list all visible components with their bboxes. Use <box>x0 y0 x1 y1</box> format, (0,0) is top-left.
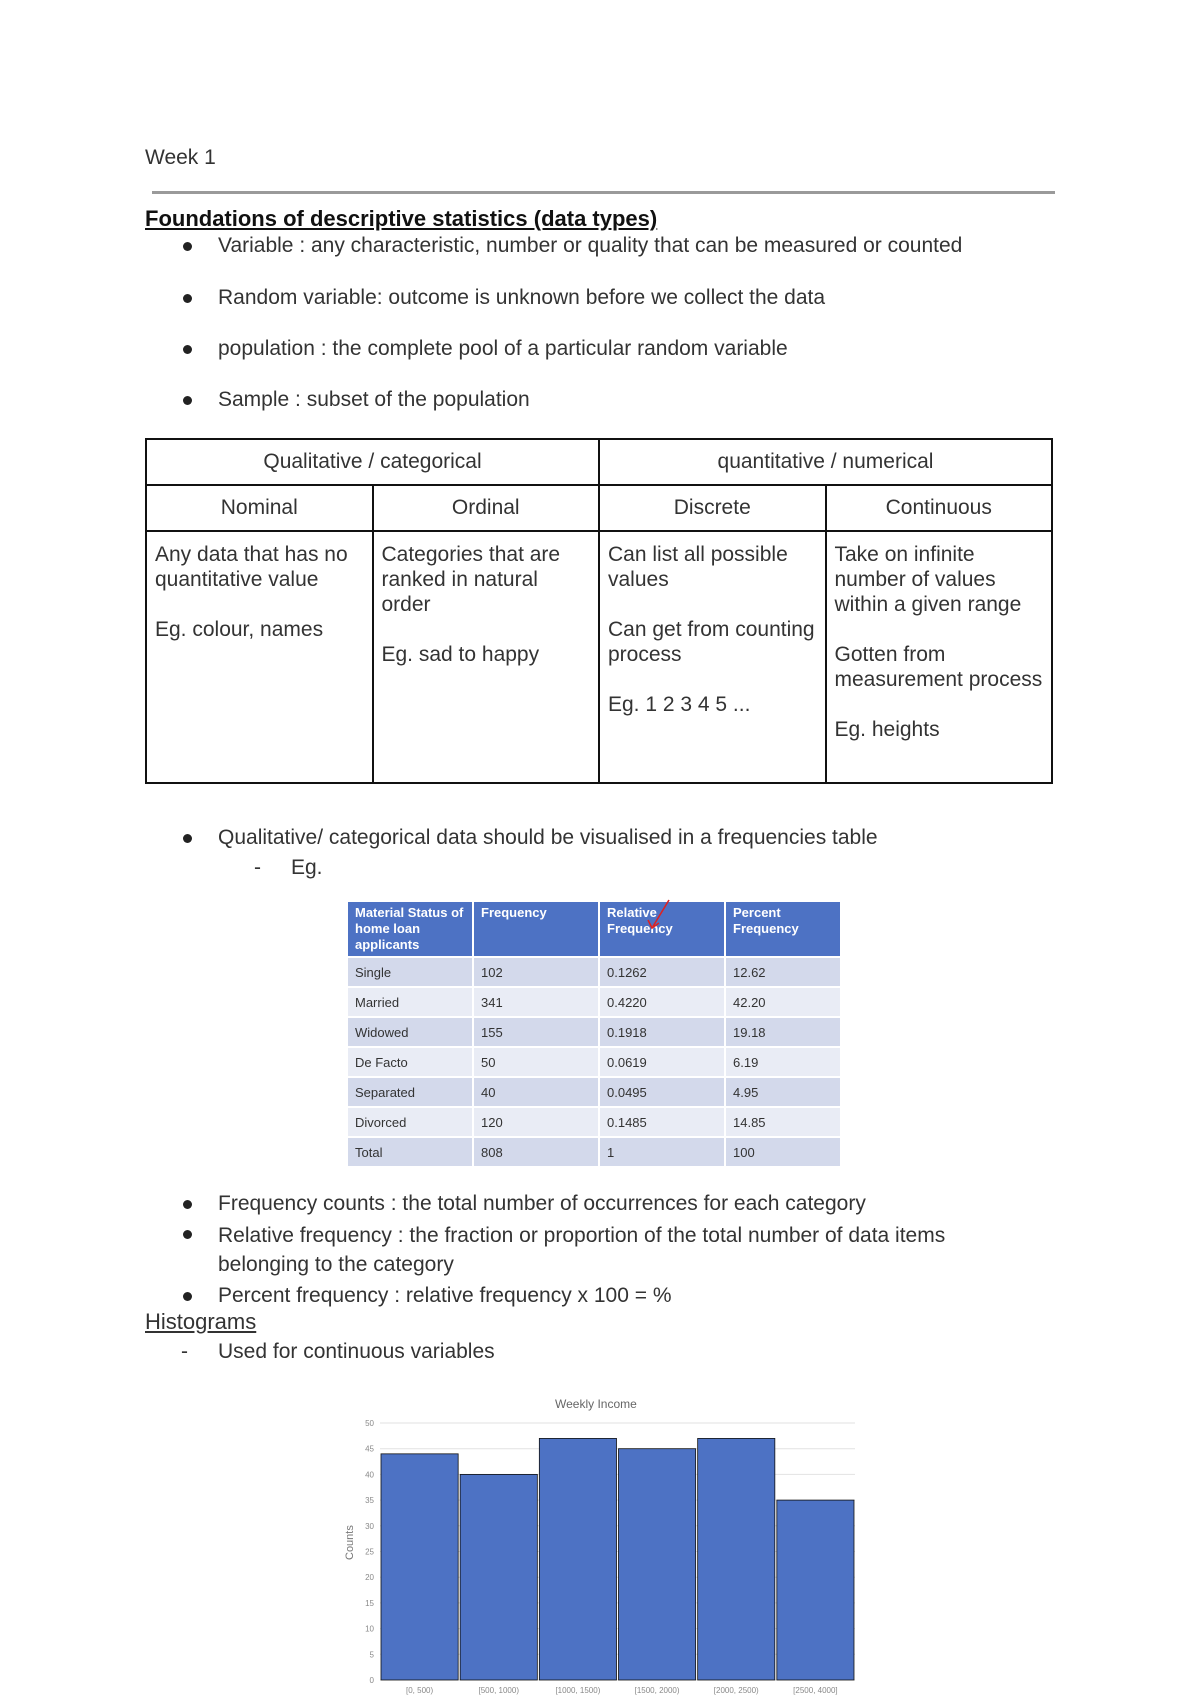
ordinal-description: Categories that are ranked in natural order Eg. sad to happy <box>373 531 600 783</box>
y-tick-label: 50 <box>365 1419 374 1428</box>
x-tick-label: [0, 500) <box>406 1686 434 1695</box>
list-item: Random variable: outcome is unknown before we collect the data <box>145 285 962 311</box>
column-header: Percent Frequency <box>726 902 840 956</box>
x-tick-label: [500, 1000) <box>478 1686 519 1695</box>
y-tick-label: 20 <box>365 1573 374 1583</box>
bullet-icon <box>183 834 192 843</box>
histogram-bar <box>777 1500 854 1680</box>
table-row: Single 102 0.1262 12.62 <box>348 956 840 986</box>
list-item: - Eg. <box>254 856 323 879</box>
table-row: Widowed 155 0.1918 19.18 <box>348 1016 840 1046</box>
table-row: De Facto 50 0.0619 6.19 <box>348 1046 840 1076</box>
column-header: Discrete <box>599 485 826 531</box>
list-item: Sample : subset of the population <box>145 387 962 413</box>
bullet-icon <box>183 396 192 405</box>
table-row: Married 341 0.4220 42.20 <box>348 986 840 1016</box>
week-label: Week 1 <box>145 146 216 169</box>
frequency-definitions-list <box>145 1191 1005 1309</box>
histogram-bar <box>619 1449 696 1680</box>
x-tick-label: [2500, 4000] <box>793 1686 838 1695</box>
continuous-description: Take on infinite number of values within a given range Gotten from measurement process Eg. heights <box>826 531 1053 783</box>
red-annotation-arrow-icon <box>644 898 674 934</box>
bullet-icon <box>183 1230 192 1239</box>
histogram-bar <box>381 1454 458 1680</box>
column-header: Nominal <box>146 485 373 531</box>
table-row: Separated 40 0.0495 4.95 <box>348 1076 840 1106</box>
list-item: Frequency counts : the total number of occurrences for each category <box>145 1191 1005 1217</box>
table-row: Divorced 120 0.1485 14.85 <box>348 1106 840 1136</box>
column-header: Ordinal <box>373 485 600 531</box>
column-header: Frequency <box>474 902 600 956</box>
list-item: population : the complete pool of a particular random variable <box>145 336 962 362</box>
bullet-icon <box>183 1200 192 1209</box>
x-tick-label: [1500, 2000) <box>634 1686 680 1695</box>
definitions-list <box>145 233 962 413</box>
qualitative-note-list <box>145 825 878 881</box>
group-header: Qualitative / categorical <box>146 439 599 485</box>
x-tick-label: [2000, 2500) <box>713 1686 759 1695</box>
y-tick-label: 15 <box>365 1598 374 1608</box>
horizontal-rule <box>152 191 1055 194</box>
column-header: Continuous <box>826 485 1053 531</box>
y-tick-label: 30 <box>365 1521 374 1531</box>
section-heading: Foundations of descriptive statistics (data types) <box>145 206 658 231</box>
list-item: Percent frequency : relative frequency x 100 = % <box>145 1283 1005 1309</box>
y-tick-label: 35 <box>365 1496 374 1506</box>
histograms-heading: Histograms <box>145 1309 257 1334</box>
histogram-bar <box>460 1474 537 1680</box>
discrete-description: Can list all possible values Can get from counting process Eg. 1 2 3 4 5 ... <box>599 531 826 783</box>
y-tick-label: 0 <box>369 1676 374 1685</box>
bullet-icon <box>183 294 192 303</box>
frequency-table <box>348 902 840 1166</box>
x-tick-label: [1000, 1500) <box>555 1686 601 1695</box>
y-tick-label: 40 <box>365 1470 374 1480</box>
column-header: Material Status of home loan applicants <box>348 902 474 956</box>
histogram-bar <box>698 1438 775 1680</box>
bullet-icon <box>183 1292 192 1301</box>
y-axis-label: Counts <box>344 1525 356 1560</box>
y-tick-label: 45 <box>365 1444 374 1454</box>
column-header: Relative Frequency <box>600 902 726 956</box>
bullet-icon <box>183 345 192 354</box>
y-tick-label: 10 <box>365 1624 374 1634</box>
list-item: Relative frequency : the fraction or proportion of the total number of data items belonging to the category <box>145 1221 1005 1279</box>
table-row: Total 808 1 100 <box>348 1136 840 1166</box>
chart-title: Weekly Income <box>555 1397 637 1411</box>
y-tick-label: 25 <box>365 1547 374 1557</box>
histogram-note: - Used for continuous variables <box>181 1340 495 1363</box>
histogram-chart <box>360 1415 860 1695</box>
y-tick-label: 5 <box>369 1650 374 1660</box>
histogram-bar <box>539 1438 616 1680</box>
bullet-icon <box>183 242 192 251</box>
data-types-table <box>145 438 1053 784</box>
list-item: Variable : any characteristic, number or quality that can be measured or counted <box>145 233 962 259</box>
list-item: Qualitative/ categorical data should be visualised in a frequencies table <box>145 825 878 851</box>
nominal-description: Any data that has no quantitative value Eg. colour, names <box>146 531 373 783</box>
group-header: quantitative / numerical <box>599 439 1052 485</box>
